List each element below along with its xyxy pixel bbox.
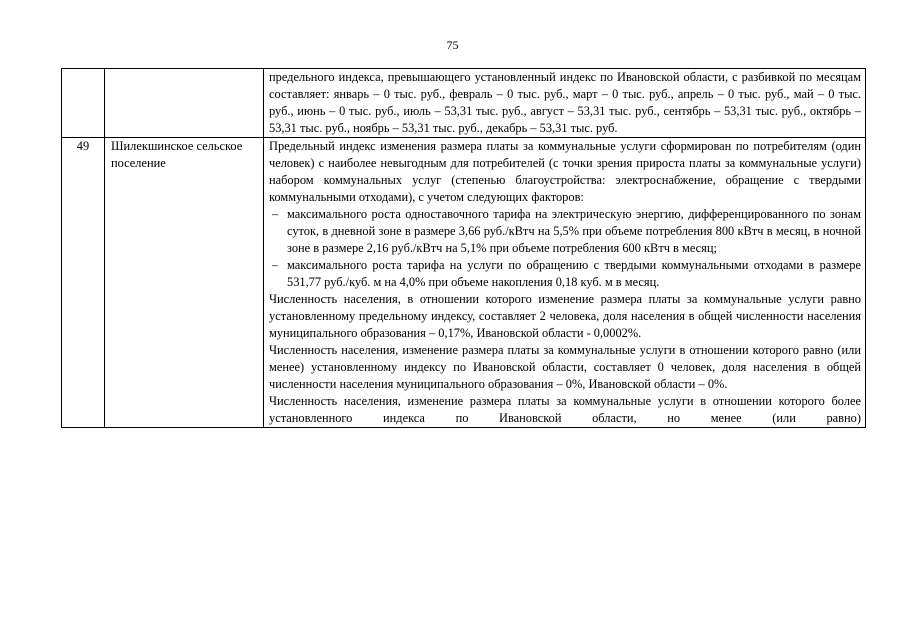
- row-number-cell: [62, 69, 105, 138]
- row-text-cell: [264, 138, 866, 428]
- bullet-text: максимального роста тарифа на услуги по обращению с твердыми коммунальными отходами в размере 531,77 руб./куб. м на 4,0% при объеме накопления 0,18 куб. м в месяц.: [287, 258, 861, 289]
- page-number: 75: [446, 38, 459, 52]
- row-name-cell: [105, 69, 264, 138]
- bullet-dash: –: [272, 207, 279, 221]
- population-paragraph-more: Численность населения, изменение размера платы за коммунальные услуги в отношении которого более установленного индекса по Ивановской области, но менее (или равно): [269, 394, 861, 425]
- row-name-cell: [105, 138, 264, 428]
- row-number-cell: 49: [62, 138, 105, 428]
- bullet-item: [269, 257, 861, 291]
- intro-paragraph: Предельный индекс изменения размера платы за коммунальные услуги сформирован по потребителям (один человек) с наиболее невыгодным для потребителей (с точки зрения прироста платы за коммунальные услуги) набором коммунальных услуг (степенью благоустройства: электроснабжение, обращение с твердыми коммунальными отходами), с учетом следующих факторов:: [269, 139, 861, 204]
- bullet-text: максимального роста одноставочного тарифа на электрическую энергию, дифференцированного по зонам суток, в дневной зоне в размере 3,66 руб./кВтч на 5,5% при объеме потребления 800 кВтч в месяц, в ночной зоне в размере 2,16 руб./кВтч на 5,1% при объеме потребления 600 кВтч в месяц;: [287, 207, 861, 255]
- table-row: [62, 69, 866, 138]
- continuation-paragraph: предельного индекса, превышающего установленный индекс по Ивановской области, с разбивкой по месяцам составляет: январь – 0 тыс. руб., февраль – 0 тыс. руб., март – 0 тыс. руб., апрель – 0 тыс. руб., май – 0 тыс. руб., июнь – 0 тыс. руб., июль – 53,31 тыс. руб., август – 53,31 тыс. руб., сентябрь – 53,31 тыс. руб., октябрь – 53,31 тыс. руб., ноябрь – 53,31 тыс. руб., декабрь – 53,31 тыс. руб.: [269, 70, 861, 135]
- settlement-name: Шилекшинское сельское поселение: [111, 139, 243, 170]
- population-paragraph-less: Численность населения, изменение размера платы за коммунальные услуги в отношении которого равно (или менее) установленному индексу по Ивановской области, составляет 0 человек, доля населения в общей численности населения муниципального образования – 0%, Ивановской области – 0%.: [269, 343, 861, 391]
- population-paragraph-equal: Численность населения, в отношении которого изменение размера платы за коммунальные услуги равно установленному предельному индексу, составляет 2 человека, доля населения в общей численности населения муниципального образования – 0,17%, Ивановской области - 0,0002%.: [269, 292, 861, 340]
- row-text-cell: [264, 69, 866, 138]
- bullet-item: [269, 206, 861, 257]
- table-row: [62, 138, 866, 428]
- bullet-dash: –: [272, 258, 279, 272]
- document-table: [61, 68, 866, 428]
